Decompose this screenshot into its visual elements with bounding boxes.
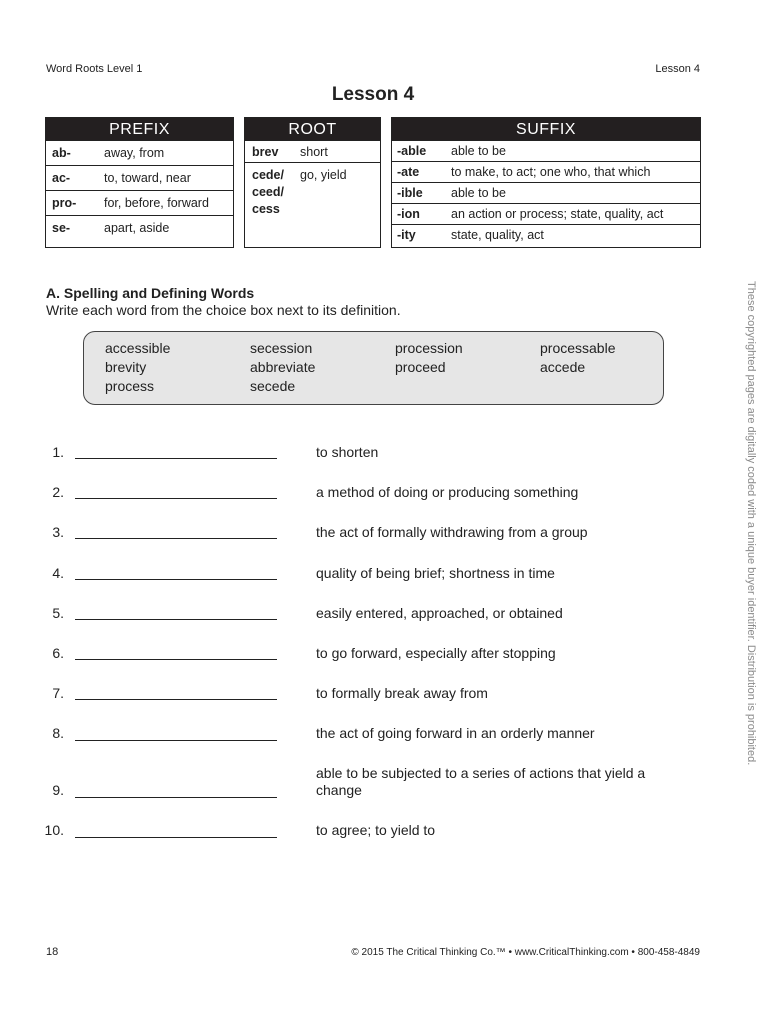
question-definition: to agree; to yield to	[316, 822, 436, 838]
suffix-part: -ate	[397, 165, 420, 179]
choice-word: accessible	[105, 340, 171, 356]
answer-line[interactable]	[75, 458, 277, 459]
root-row	[245, 140, 380, 162]
answer-line[interactable]	[75, 740, 277, 741]
running-header-right: Lesson 4	[655, 63, 700, 75]
question-number: 9.	[52, 782, 64, 798]
choice-box	[83, 331, 664, 405]
question-definition: the act of formally withdrawing from a group	[316, 524, 588, 540]
section-title: A. Spelling and Defining Words	[46, 285, 255, 301]
answer-line[interactable]	[75, 797, 277, 798]
suffix-row	[392, 224, 700, 245]
question-definition: quality of being brief; shortness in time	[316, 565, 555, 581]
choice-word: procession	[395, 340, 463, 356]
root-part-line: ceed/	[252, 185, 284, 199]
question-definition: the act of going forward in an orderly manner	[316, 725, 595, 741]
question-number: 5.	[52, 605, 64, 621]
choice-word: secede	[250, 378, 296, 394]
question-number: 6.	[52, 645, 64, 661]
suffix-meaning: to make, to act; one who, that which	[451, 165, 651, 179]
question-number: 1.	[52, 444, 64, 460]
question-number: 8.	[52, 725, 64, 741]
root-part: brev	[252, 144, 279, 159]
suffix-row	[392, 203, 700, 224]
suffix-meaning: able to be	[451, 186, 506, 200]
root-part-line: cess	[252, 202, 280, 216]
question-number: 7.	[52, 685, 64, 701]
answer-line[interactable]	[75, 538, 277, 539]
prefix-heading: PREFIX	[46, 118, 233, 140]
question-number: 4.	[52, 565, 64, 581]
prefix-meaning: for, before, forward	[104, 196, 209, 210]
root-meaning: go, yield	[300, 168, 347, 182]
answer-line[interactable]	[75, 498, 277, 499]
suffix-heading: SUFFIX	[392, 118, 700, 140]
running-header-left: Word Roots Level 1	[46, 63, 143, 75]
question-definition: a method of doing or producing something	[316, 484, 579, 500]
section-instructions: Write each word from the choice box next to its definition.	[46, 302, 401, 318]
copyright-footer: © 2015 The Critical Thinking Co.™ • www.CriticalThinking.com • 800-458-4849	[351, 947, 700, 958]
root-part-line: cede/	[252, 168, 284, 182]
suffix-part: -ion	[397, 207, 420, 221]
prefix-part: pro-	[52, 196, 77, 210]
question-definition: to shorten	[316, 444, 379, 460]
suffix-part: -ible	[397, 186, 423, 200]
question-definition: to formally break away from	[316, 685, 488, 701]
answer-line[interactable]	[75, 837, 277, 838]
suffix-part: -able	[397, 144, 427, 158]
choice-word: accede	[540, 359, 586, 375]
prefix-part: se-	[52, 221, 71, 235]
prefix-row	[46, 215, 233, 240]
choice-word: secession	[250, 340, 313, 356]
prefix-meaning: away, from	[104, 146, 165, 160]
choice-word: brevity	[105, 359, 147, 375]
copyright-side-note: These copyrighted pages are digitally coded with a unique buyer identifier. Distribution is prohibited.	[745, 281, 757, 766]
page-title: Lesson 4	[331, 84, 415, 105]
choice-word: abbreviate	[250, 359, 316, 375]
prefix-row	[46, 190, 233, 215]
suffix-meaning: able to be	[451, 144, 506, 158]
question-number: 3.	[52, 524, 64, 540]
prefix-part: ac-	[52, 171, 71, 185]
suffix-row	[392, 161, 700, 182]
question-number: 10.	[44, 822, 64, 838]
answer-line[interactable]	[75, 699, 277, 700]
question-definition: easily entered, approached, or obtained	[316, 605, 563, 621]
suffix-table	[391, 117, 701, 248]
question-definition: to go forward, especially after stopping	[316, 645, 556, 661]
root-meaning: short	[300, 144, 328, 159]
prefix-row	[46, 165, 233, 190]
prefix-table	[45, 117, 234, 248]
suffix-part: -ity	[397, 228, 416, 242]
question-definition: able to be subjected to a series of actions that yield a change	[316, 765, 646, 798]
suffix-meaning: an action or process; state, quality, act	[451, 207, 664, 221]
answer-line[interactable]	[75, 659, 277, 660]
root-part	[245, 167, 300, 218]
suffix-meaning: state, quality, act	[451, 228, 544, 242]
root-table	[244, 117, 381, 248]
prefix-meaning: apart, aside	[104, 221, 170, 235]
answer-line[interactable]	[75, 579, 277, 580]
prefix-meaning: to, toward, near	[104, 171, 191, 185]
choice-word: process	[105, 378, 155, 394]
choice-word: proceed	[395, 359, 446, 375]
page-number: 18	[46, 946, 59, 958]
root-row	[245, 162, 380, 218]
choice-word: processable	[540, 340, 616, 356]
prefix-row	[46, 140, 233, 165]
root-heading: ROOT	[245, 118, 380, 140]
answer-line[interactable]	[75, 619, 277, 620]
prefix-part: ab-	[52, 146, 71, 160]
suffix-row	[392, 182, 700, 203]
question-number: 2.	[52, 484, 64, 500]
suffix-row	[392, 140, 700, 161]
